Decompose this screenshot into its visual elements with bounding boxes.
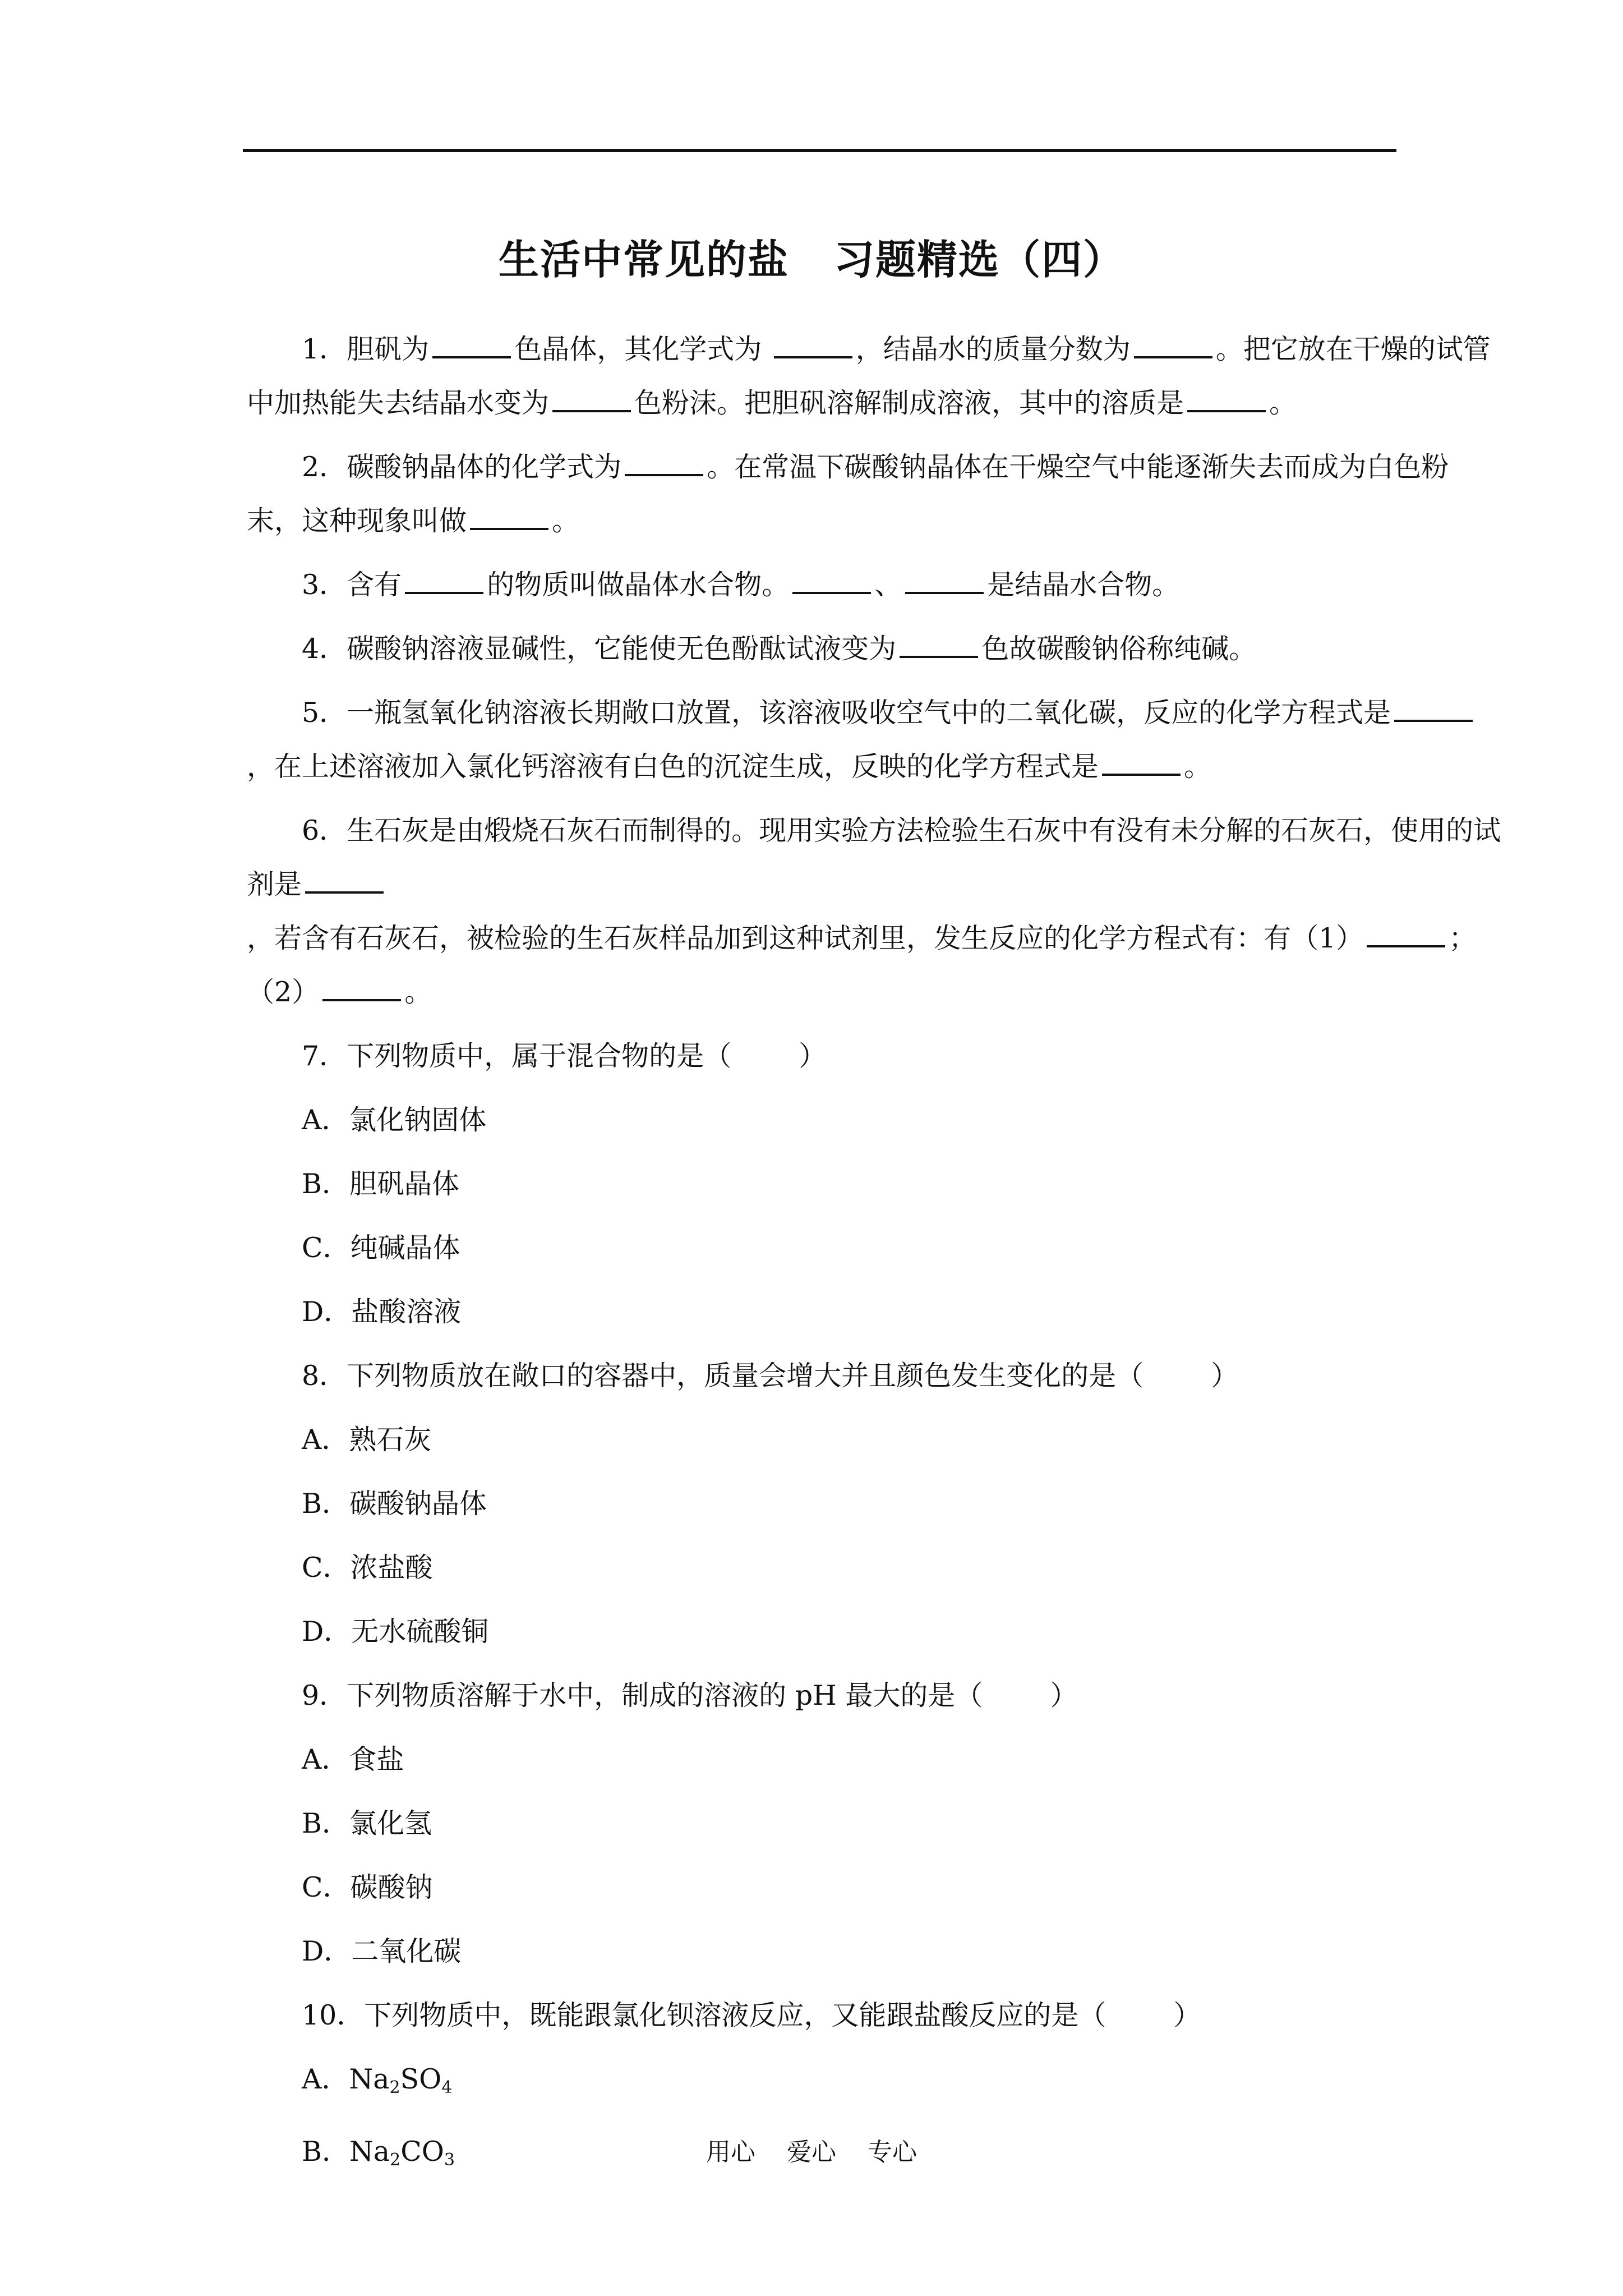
question-10: 10．下列物质中，既能跟氯化钡溶液反应，又能跟盐酸反应的是（ ） (302, 1999, 1201, 2031)
answer-blank[interactable] (625, 452, 703, 476)
worksheet-body (247, 323, 1503, 2197)
option-8d: D．无水硫酸铜 (302, 1616, 489, 1648)
title-main: 生活中常见的盐 (498, 236, 789, 283)
header-rule (243, 149, 1396, 152)
option-10b: B．$Na_2CO_3$ (302, 2136, 455, 2170)
question-8: 8．下列物质放在敞口的容器中，质量会增大并且颜色发生变化的是（ ） (302, 1360, 1239, 1392)
answer-blank[interactable] (900, 633, 978, 658)
option-9c: C．碳酸钠 (302, 1871, 433, 1903)
option-8c: C．浓盐酸 (302, 1552, 433, 1584)
answer-blank[interactable] (1187, 388, 1266, 412)
answer-blank[interactable] (432, 334, 511, 358)
question-7: 7．下列物质中，属于混合物的是（ ） (302, 1040, 827, 1072)
page-title (0, 227, 1623, 286)
footer-text-3: 专心 (868, 2138, 917, 2166)
question-9: 9．下列物质溶解于水中，制成的溶液的 pH 最大的是（ ） (302, 1680, 1078, 1711)
answer-blank[interactable] (792, 569, 871, 594)
answer-blank[interactable] (1134, 334, 1212, 358)
option-8a: A．熟石灰 (302, 1424, 432, 1456)
answer-blank[interactable] (305, 869, 384, 894)
question-6: 6．生石灰是由煅烧石灰石而制得的。现用实验方法检验生石灰中有没有未分解的石灰石，使用的试剂是，若含有石灰石，被检验的生石灰样品加到这种试剂里，发生反应的化学方程式有：有（1） ；（2） 。 (247, 815, 1501, 1008)
question-3: 3．含有 的物质叫做晶体水合物。 、 是结晶水合物。 (302, 569, 1180, 601)
title-sub: 习题精选（四） (834, 236, 1125, 283)
option-7a: A．氯化钠固体 (302, 1104, 487, 1136)
question-4: 4．碳酸钠溶液显碱性，它能使无色酚酞试液变为 色故碳酸钠俗称纯碱。 (302, 633, 1257, 665)
answer-blank[interactable] (552, 388, 631, 412)
option-8b: B．碳酸钠晶体 (302, 1488, 487, 1520)
question-2: 2．碳酸钠晶体的化学式为 。在常温下碳酸钠晶体在干燥空气中能逐渐失去而成为白色粉末，这种现象叫做 。 (247, 451, 1449, 537)
page-footer (0, 2132, 1623, 2168)
option-7d: D．盐酸溶液 (302, 1296, 462, 1328)
option-9d: D．二氧化碳 (302, 1935, 462, 1967)
option-7c: C．纯碱晶体 (302, 1232, 460, 1264)
answer-blank[interactable] (470, 505, 548, 530)
answer-blank[interactable] (905, 569, 984, 594)
option-10a: A．$Na_2SO_4$ (302, 2063, 453, 2097)
answer-blank[interactable] (1394, 697, 1473, 722)
question-1: 1．胆矾为 色晶体，其化学式为 ，结晶水的质量分数为 。把它放在干燥的试管中加热能失去结晶水变为 色粉沫。把胆矾溶解制成溶液，其中的溶质是 。 (247, 333, 1491, 419)
option-7b: B．胆矾晶体 (302, 1168, 460, 1200)
answer-blank[interactable] (322, 977, 401, 1001)
answer-blank[interactable] (1102, 751, 1181, 776)
footer-text-1: 用心 (706, 2138, 755, 2166)
answer-blank[interactable] (774, 334, 852, 358)
footer-text-2: 爱心 (787, 2138, 836, 2166)
option-9a: A．食盐 (302, 1743, 404, 1775)
option-9b: B．氯化氢 (302, 1807, 432, 1839)
question-5: 5．一瓶氢氧化钠溶液长期敞口放置，该溶液吸收空气中的二氧化碳，反应的化学方程式是，在上述溶液加入氯化钙溶液有白色的沉淀生成，反映的化学方程式是 。 (247, 686, 1503, 794)
answer-blank[interactable] (1367, 923, 1445, 947)
answer-blank[interactable] (405, 569, 483, 594)
